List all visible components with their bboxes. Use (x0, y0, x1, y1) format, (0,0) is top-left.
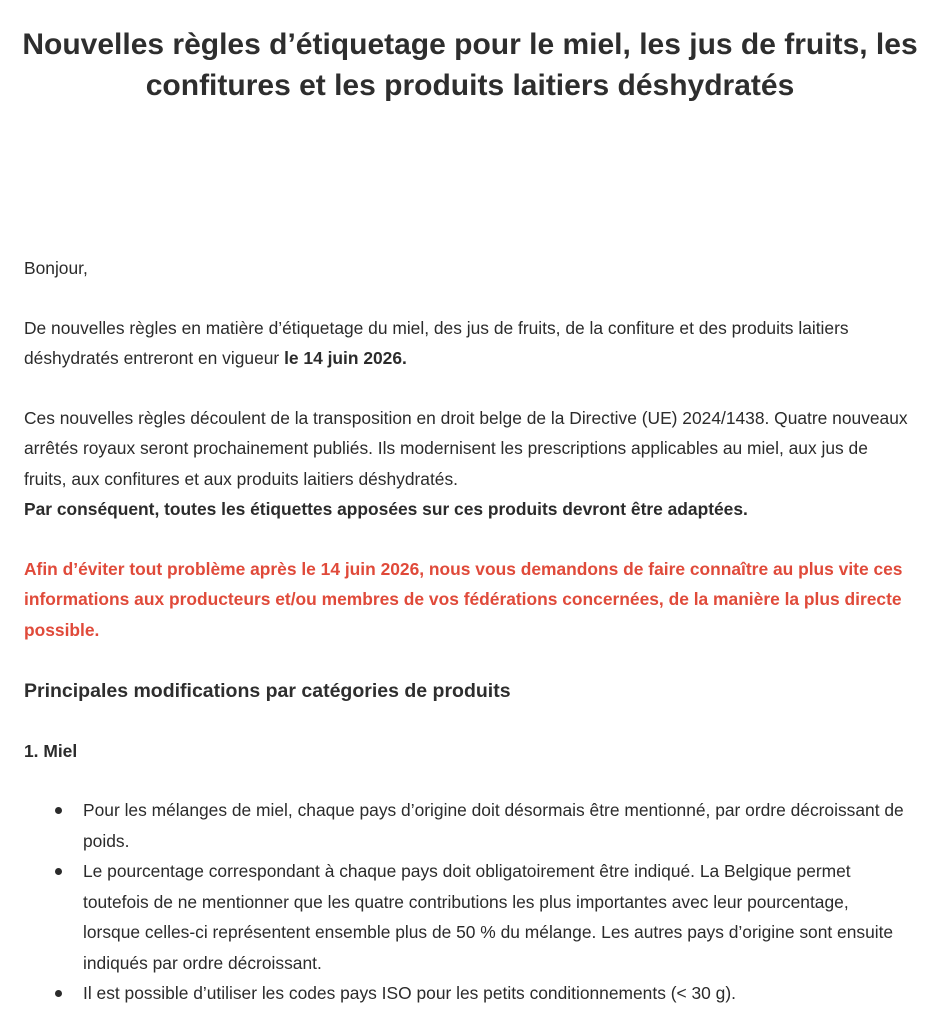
context-paragraph (24, 403, 910, 525)
section-title: Principales modifications par catégories de produits (24, 680, 511, 702)
document-body (24, 253, 910, 1009)
intro-text: De nouvelles règles en matière d’étiquetage du miel, des jus de fruits, de la confiture et des produits laitiers déshydratés entreront en vigueur (24, 317, 849, 368)
honey-heading: 1. Miel (24, 740, 78, 761)
bullet-icon (55, 807, 62, 814)
list-item-text: Pour les mélanges de miel, chaque pays d’origine doit désormais être mentionné, par ordre décroissant de poids. (83, 800, 904, 851)
bullet-icon (55, 990, 62, 997)
greeting: Bonjour, (24, 258, 88, 278)
context-text: Ces nouvelles règles découlent de la transposition en droit belge de la Directive (UE) 2024/1438. Quatre nouveaux arrêtés royaux seront prochainement publiés. Ils modernisent les prescriptions applicables au miel, aux jus de fruits, aux confitures et aux produits laitiers déshydratés. (24, 407, 908, 489)
list-item (83, 856, 910, 978)
context-conclusion: Par conséquent, toutes les étiquettes apposées sur ces produits devront être adaptées. (24, 499, 748, 519)
bullet-icon (55, 868, 62, 875)
alert-notice: Afin d’éviter tout problème après le 14 juin 2026, nous vous demandons de faire connaître au plus vite ces informations aux producteurs et/ou membres de vos fédérations concernées, de la manière la plus directe possible. (24, 558, 903, 640)
intro-paragraph (24, 313, 910, 374)
effective-date: le 14 juin 2026. (284, 348, 407, 368)
list-item (83, 795, 910, 856)
list-item (83, 978, 910, 1009)
list-item-text: Il est possible d’utiliser les codes pays ISO pour les petits conditionnements (< 30 g). (83, 983, 736, 1003)
list-item-text: Le pourcentage correspondant à chaque pays doit obligatoirement être indiqué. La Belgique permet toutefois de ne mentionner que les quatre contributions les plus importantes avec leur pourcentage, lorsque celles-ci représentent ensemble plus de 50 % du mélange. Les autres pays d’origine sont ensuite indiqués par ordre décroissant. (83, 861, 894, 973)
document-title: Nouvelles règles d’étiquetage pour le miel, les jus de fruits, les confitures et les produits laitiers déshydratés (22, 28, 918, 102)
honey-bullet-list (24, 795, 910, 1009)
